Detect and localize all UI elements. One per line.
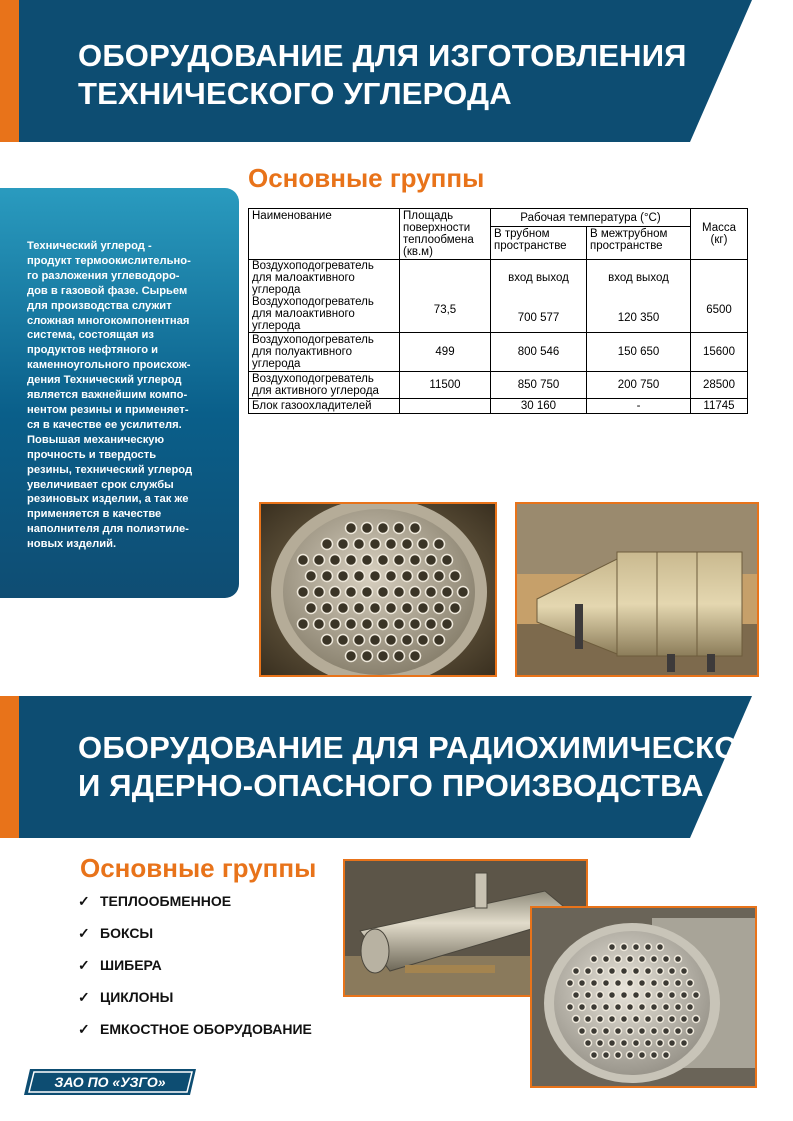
- tube-hole: [362, 651, 373, 662]
- tube-hole: [378, 651, 389, 662]
- tube-hole: [621, 944, 628, 951]
- row3-shell: 200 750: [587, 372, 691, 399]
- tube-hole: [426, 619, 437, 630]
- row2-mass: 15600: [691, 333, 748, 372]
- tube-hole: [591, 1004, 598, 1011]
- tube-hole: [585, 968, 592, 975]
- tube-hole: [603, 956, 610, 963]
- spec-table: [248, 208, 748, 414]
- row2-name: Воздухоподогреватель для полуактивного углерода: [249, 333, 400, 372]
- tube-hole: [591, 980, 598, 987]
- tube-hole: [354, 635, 365, 646]
- tube-hole: [362, 587, 373, 598]
- tube-hole: [681, 992, 688, 999]
- tube-hole: [370, 571, 381, 582]
- tube-hole: [362, 555, 373, 566]
- tube-hole: [681, 1040, 688, 1047]
- tube-hole: [627, 1052, 634, 1059]
- table-row: [249, 333, 748, 372]
- list-item: [78, 989, 312, 1021]
- tube-hole: [645, 992, 652, 999]
- row3-area: 11500: [400, 372, 491, 399]
- tube-sheet-image: [261, 504, 495, 675]
- tube-hole: [663, 1004, 670, 1011]
- tube-hole: [645, 944, 652, 951]
- logo-text: ЗАО ПО «УЗГО»: [54, 1074, 166, 1090]
- tube-hole: [458, 587, 469, 598]
- tube-sheet-photo: [259, 502, 497, 677]
- list-item-label: БОКСЫ: [100, 925, 154, 941]
- tube-hole: [338, 539, 349, 550]
- tube-hole: [442, 555, 453, 566]
- tube-hole: [657, 1040, 664, 1047]
- row1-area: 73,5: [400, 260, 491, 333]
- row1-name-b: Воздухоподогреватель для малоактивного углерода: [252, 296, 374, 332]
- tube-bundle-photo: [530, 906, 757, 1088]
- tube-hole: [651, 1052, 658, 1059]
- tube-hole: [322, 603, 333, 614]
- tube-hole: [633, 968, 640, 975]
- tube-hole: [567, 980, 574, 987]
- top-banner: [0, 0, 793, 142]
- tube-hole: [657, 992, 664, 999]
- tube-hole: [450, 571, 461, 582]
- tube-hole: [633, 992, 640, 999]
- tube-hole: [314, 555, 325, 566]
- tube-hole: [645, 1016, 652, 1023]
- tube-hole: [675, 1004, 682, 1011]
- check-icon: ✓: [78, 957, 90, 973]
- tube-hole: [370, 603, 381, 614]
- header-shell: В межтрубном пространстве: [587, 227, 691, 260]
- tube-hole: [370, 539, 381, 550]
- tube-hole: [663, 1052, 670, 1059]
- row4-name: Блок газоохладителей: [249, 399, 400, 414]
- tube-hole: [579, 980, 586, 987]
- tube-hole: [567, 1004, 574, 1011]
- row4-shell: -: [587, 399, 691, 414]
- tube-hole: [675, 956, 682, 963]
- tube-hole: [442, 587, 453, 598]
- tube-hole: [621, 1040, 628, 1047]
- tube-hole: [669, 992, 676, 999]
- row1-tube-values: 700 577: [517, 312, 560, 324]
- tube-hole: [394, 619, 405, 630]
- tube-hole: [633, 1016, 640, 1023]
- tube-hole: [346, 587, 357, 598]
- tube-hole: [651, 980, 658, 987]
- tube-hole: [346, 619, 357, 630]
- tube-hole: [651, 956, 658, 963]
- tube-hole: [378, 555, 389, 566]
- company-logo: [24, 1069, 196, 1095]
- top-banner-title-line2: ТЕХНИЧЕСКОГО УГЛЕРОДА: [78, 76, 512, 111]
- tube-hole: [627, 1004, 634, 1011]
- row4-area: [400, 399, 491, 414]
- tube-hole: [386, 603, 397, 614]
- row3-name: Воздухоподогреватель для активного углерода: [249, 372, 400, 399]
- tube-hole: [615, 956, 622, 963]
- tube-hole: [394, 651, 405, 662]
- tube-hole: [442, 619, 453, 630]
- tube-hole: [633, 944, 640, 951]
- tube-hole: [645, 1040, 652, 1047]
- tube-hole: [394, 523, 405, 534]
- tube-hole: [322, 571, 333, 582]
- tube-hole: [585, 992, 592, 999]
- tube-hole: [410, 619, 421, 630]
- tube-hole: [426, 587, 437, 598]
- tube-hole: [603, 1028, 610, 1035]
- tube-hole: [434, 571, 445, 582]
- tube-hole: [597, 992, 604, 999]
- tube-hole: [645, 968, 652, 975]
- list-item-label: ЕМКОСТНОЕ ОБОРУДОВАНИЕ: [100, 1021, 312, 1037]
- tube-hole: [306, 571, 317, 582]
- check-icon: ✓: [78, 989, 90, 1005]
- tube-hole: [609, 968, 616, 975]
- tube-hole: [627, 1028, 634, 1035]
- tube-hole: [603, 1052, 610, 1059]
- list-item-label: ТЕПЛООБМЕННОЕ: [100, 893, 232, 909]
- tube-hole: [306, 603, 317, 614]
- header-mass: Масса (кг): [691, 209, 748, 260]
- tube-hole: [418, 603, 429, 614]
- tube-hole: [639, 956, 646, 963]
- tube-hole: [434, 539, 445, 550]
- tube-hole: [615, 980, 622, 987]
- list-item: [78, 893, 312, 925]
- tube-hole: [346, 651, 357, 662]
- row1-shell-values: 120 350: [617, 312, 660, 324]
- tube-hole: [675, 1028, 682, 1035]
- tube-hole: [450, 603, 461, 614]
- tube-hole: [639, 1028, 646, 1035]
- tube-hole: [627, 956, 634, 963]
- row4-tube: 30 160: [491, 399, 587, 414]
- tube-hole: [579, 1028, 586, 1035]
- tube-hole: [330, 555, 341, 566]
- tube-hole: [591, 1028, 598, 1035]
- tube-hole: [639, 1004, 646, 1011]
- tube-hole: [597, 968, 604, 975]
- tube-hole: [394, 555, 405, 566]
- tube-hole: [362, 523, 373, 534]
- tube-hole: [687, 1028, 694, 1035]
- tube-hole: [402, 571, 413, 582]
- tube-hole: [657, 968, 664, 975]
- tube-hole: [603, 1004, 610, 1011]
- tube-hole: [410, 523, 421, 534]
- tube-hole: [573, 992, 580, 999]
- tube-hole: [418, 571, 429, 582]
- tube-hole: [663, 980, 670, 987]
- bottom-banner-title-line2: И ЯДЕРНО-ОПАСНОГО ПРОИЗВОДСТВА: [78, 768, 704, 803]
- row1-shell: [587, 260, 691, 333]
- tube-hole: [591, 956, 598, 963]
- tube-hole: [573, 1016, 580, 1023]
- tube-hole: [609, 1040, 616, 1047]
- tube-hole: [298, 555, 309, 566]
- tube-hole: [330, 587, 341, 598]
- tube-hole: [585, 1040, 592, 1047]
- tube-hole: [633, 1040, 640, 1047]
- info-panel: [0, 188, 239, 598]
- tube-hole: [639, 1052, 646, 1059]
- tube-hole: [386, 539, 397, 550]
- cyclone-image: [517, 504, 757, 675]
- tube-hole: [669, 1016, 676, 1023]
- tube-hole: [597, 1040, 604, 1047]
- tube-hole: [354, 539, 365, 550]
- tube-hole: [322, 635, 333, 646]
- row2-area: 499: [400, 333, 491, 372]
- section2-heading: Основные группы: [80, 853, 317, 883]
- tube-hole: [657, 1016, 664, 1023]
- row2-tube: 800 546: [491, 333, 587, 372]
- tube-hole: [651, 1004, 658, 1011]
- tube-hole: [394, 587, 405, 598]
- bottom-banner: [0, 696, 793, 838]
- tube-hole: [370, 635, 381, 646]
- tube-hole: [410, 651, 421, 662]
- tube-hole: [621, 1016, 628, 1023]
- tube-hole: [338, 571, 349, 582]
- logo-graphic: [24, 1069, 196, 1095]
- tube-hole: [657, 944, 664, 951]
- row3-mass: 28500: [691, 372, 748, 399]
- tube-hole: [322, 539, 333, 550]
- tube-hole: [579, 1004, 586, 1011]
- list-item-label: ЦИКЛОНЫ: [100, 989, 174, 1005]
- tube-hole: [386, 571, 397, 582]
- tube-bundle-image: [532, 908, 755, 1086]
- tube-hole: [378, 587, 389, 598]
- tube-hole: [338, 635, 349, 646]
- tube-hole: [693, 992, 700, 999]
- check-icon: ✓: [78, 893, 90, 909]
- tube-hole: [627, 980, 634, 987]
- row2-shell: 150 650: [587, 333, 691, 372]
- row4-mass: 11745: [691, 399, 748, 414]
- check-icon: ✓: [78, 925, 90, 941]
- tube-hole: [354, 603, 365, 614]
- tube-hole: [651, 1028, 658, 1035]
- tube-hole: [378, 619, 389, 630]
- list-item-label: ШИБЕРА: [100, 957, 162, 973]
- tube-hole: [402, 539, 413, 550]
- tube-hole: [621, 992, 628, 999]
- tube-hole: [402, 635, 413, 646]
- tube-hole: [663, 1028, 670, 1035]
- tube-hole: [330, 619, 341, 630]
- row1-name: [249, 260, 400, 333]
- row1-tube: [491, 260, 587, 333]
- row1-shell-label: вход выход: [608, 272, 669, 284]
- tube-hole: [609, 1016, 616, 1023]
- tube-hole: [669, 1040, 676, 1047]
- tube-hole: [426, 555, 437, 566]
- tube-hole: [609, 992, 616, 999]
- tube-hole: [410, 555, 421, 566]
- tube-hole: [615, 1004, 622, 1011]
- header-area: Площадь поверхности теплообмена (кв.м): [400, 209, 491, 260]
- tube-hole: [603, 980, 610, 987]
- tube-hole: [609, 944, 616, 951]
- equipment-list: [78, 893, 312, 1053]
- tube-hole: [298, 587, 309, 598]
- bottom-banner-title-line1: ОБОРУДОВАНИЕ ДЛЯ РАДИОХИМИЧЕСКОГО: [78, 730, 781, 765]
- tube-hole: [402, 603, 413, 614]
- tube-hole: [434, 603, 445, 614]
- header-name: Наименование: [249, 209, 400, 260]
- tube-hole: [386, 635, 397, 646]
- table-row: [249, 260, 748, 333]
- tube-hole: [346, 523, 357, 534]
- tube-hole: [639, 980, 646, 987]
- info-panel-text: Технический углерод - продукт термоокислительно- го разложения углеводоро- дов в газовой фазе. Сырьем для производства служит сложная многокомпонентная система, состоящая из продуктов нефтяного и каменноугольного происхож- дения Технический углерод является важнейшим компо- нентом резины и применяет- ся в качестве ее усилителя. Повышая механическую прочность и твердость резины, технический углерод увеличивает срок службы резиновых изделии, а так же применяется в качестве наполнителя для полиэтиле- новых изделий.: [27, 240, 193, 551]
- tube-hole: [314, 587, 325, 598]
- tube-hole: [362, 619, 373, 630]
- tube-hole: [298, 619, 309, 630]
- tube-hole: [681, 968, 688, 975]
- list-item: [78, 957, 312, 989]
- tube-hole: [675, 980, 682, 987]
- check-icon: ✓: [78, 1021, 90, 1037]
- tube-hole: [693, 1016, 700, 1023]
- tube-hole: [687, 980, 694, 987]
- tube-hole: [615, 1028, 622, 1035]
- tube-hole: [354, 571, 365, 582]
- row1-name-a: Воздухоподогреватель для малоактивного углерода: [252, 260, 374, 296]
- tube-hole: [585, 1016, 592, 1023]
- tube-hole: [621, 968, 628, 975]
- tube-hole: [615, 1052, 622, 1059]
- tube-hole: [410, 587, 421, 598]
- tube-hole: [314, 619, 325, 630]
- list-item: [78, 1021, 312, 1053]
- row1-mass: 6500: [691, 260, 748, 333]
- table-row: [249, 372, 748, 399]
- row3-tube: 850 750: [491, 372, 587, 399]
- tube-hole: [687, 1004, 694, 1011]
- tube-hole: [346, 555, 357, 566]
- section1-heading: Основные группы: [248, 163, 485, 193]
- tube-hole: [597, 1016, 604, 1023]
- row1-tube-label: вход выход: [508, 272, 569, 284]
- cyclone-photo: [515, 502, 759, 677]
- top-banner-title-line1: ОБОРУДОВАНИЕ ДЛЯ ИЗГОТОВЛЕНИЯ: [78, 38, 687, 73]
- tube-hole: [573, 968, 580, 975]
- list-item: [78, 925, 312, 957]
- top-banner-title: [78, 37, 687, 113]
- tube-hole: [669, 968, 676, 975]
- header-tube: В трубном пространстве: [491, 227, 587, 260]
- tube-hole: [418, 539, 429, 550]
- tube-hole: [681, 1016, 688, 1023]
- table-row: [249, 399, 748, 414]
- tube-hole: [338, 603, 349, 614]
- bottom-banner-title: [78, 729, 780, 805]
- tube-hole: [434, 635, 445, 646]
- tube-hole: [663, 956, 670, 963]
- tube-hole: [378, 523, 389, 534]
- tube-hole: [591, 1052, 598, 1059]
- tube-hole: [418, 635, 429, 646]
- table-header-row: [249, 209, 748, 227]
- header-temp: Рабочая температура (°С): [491, 209, 691, 227]
